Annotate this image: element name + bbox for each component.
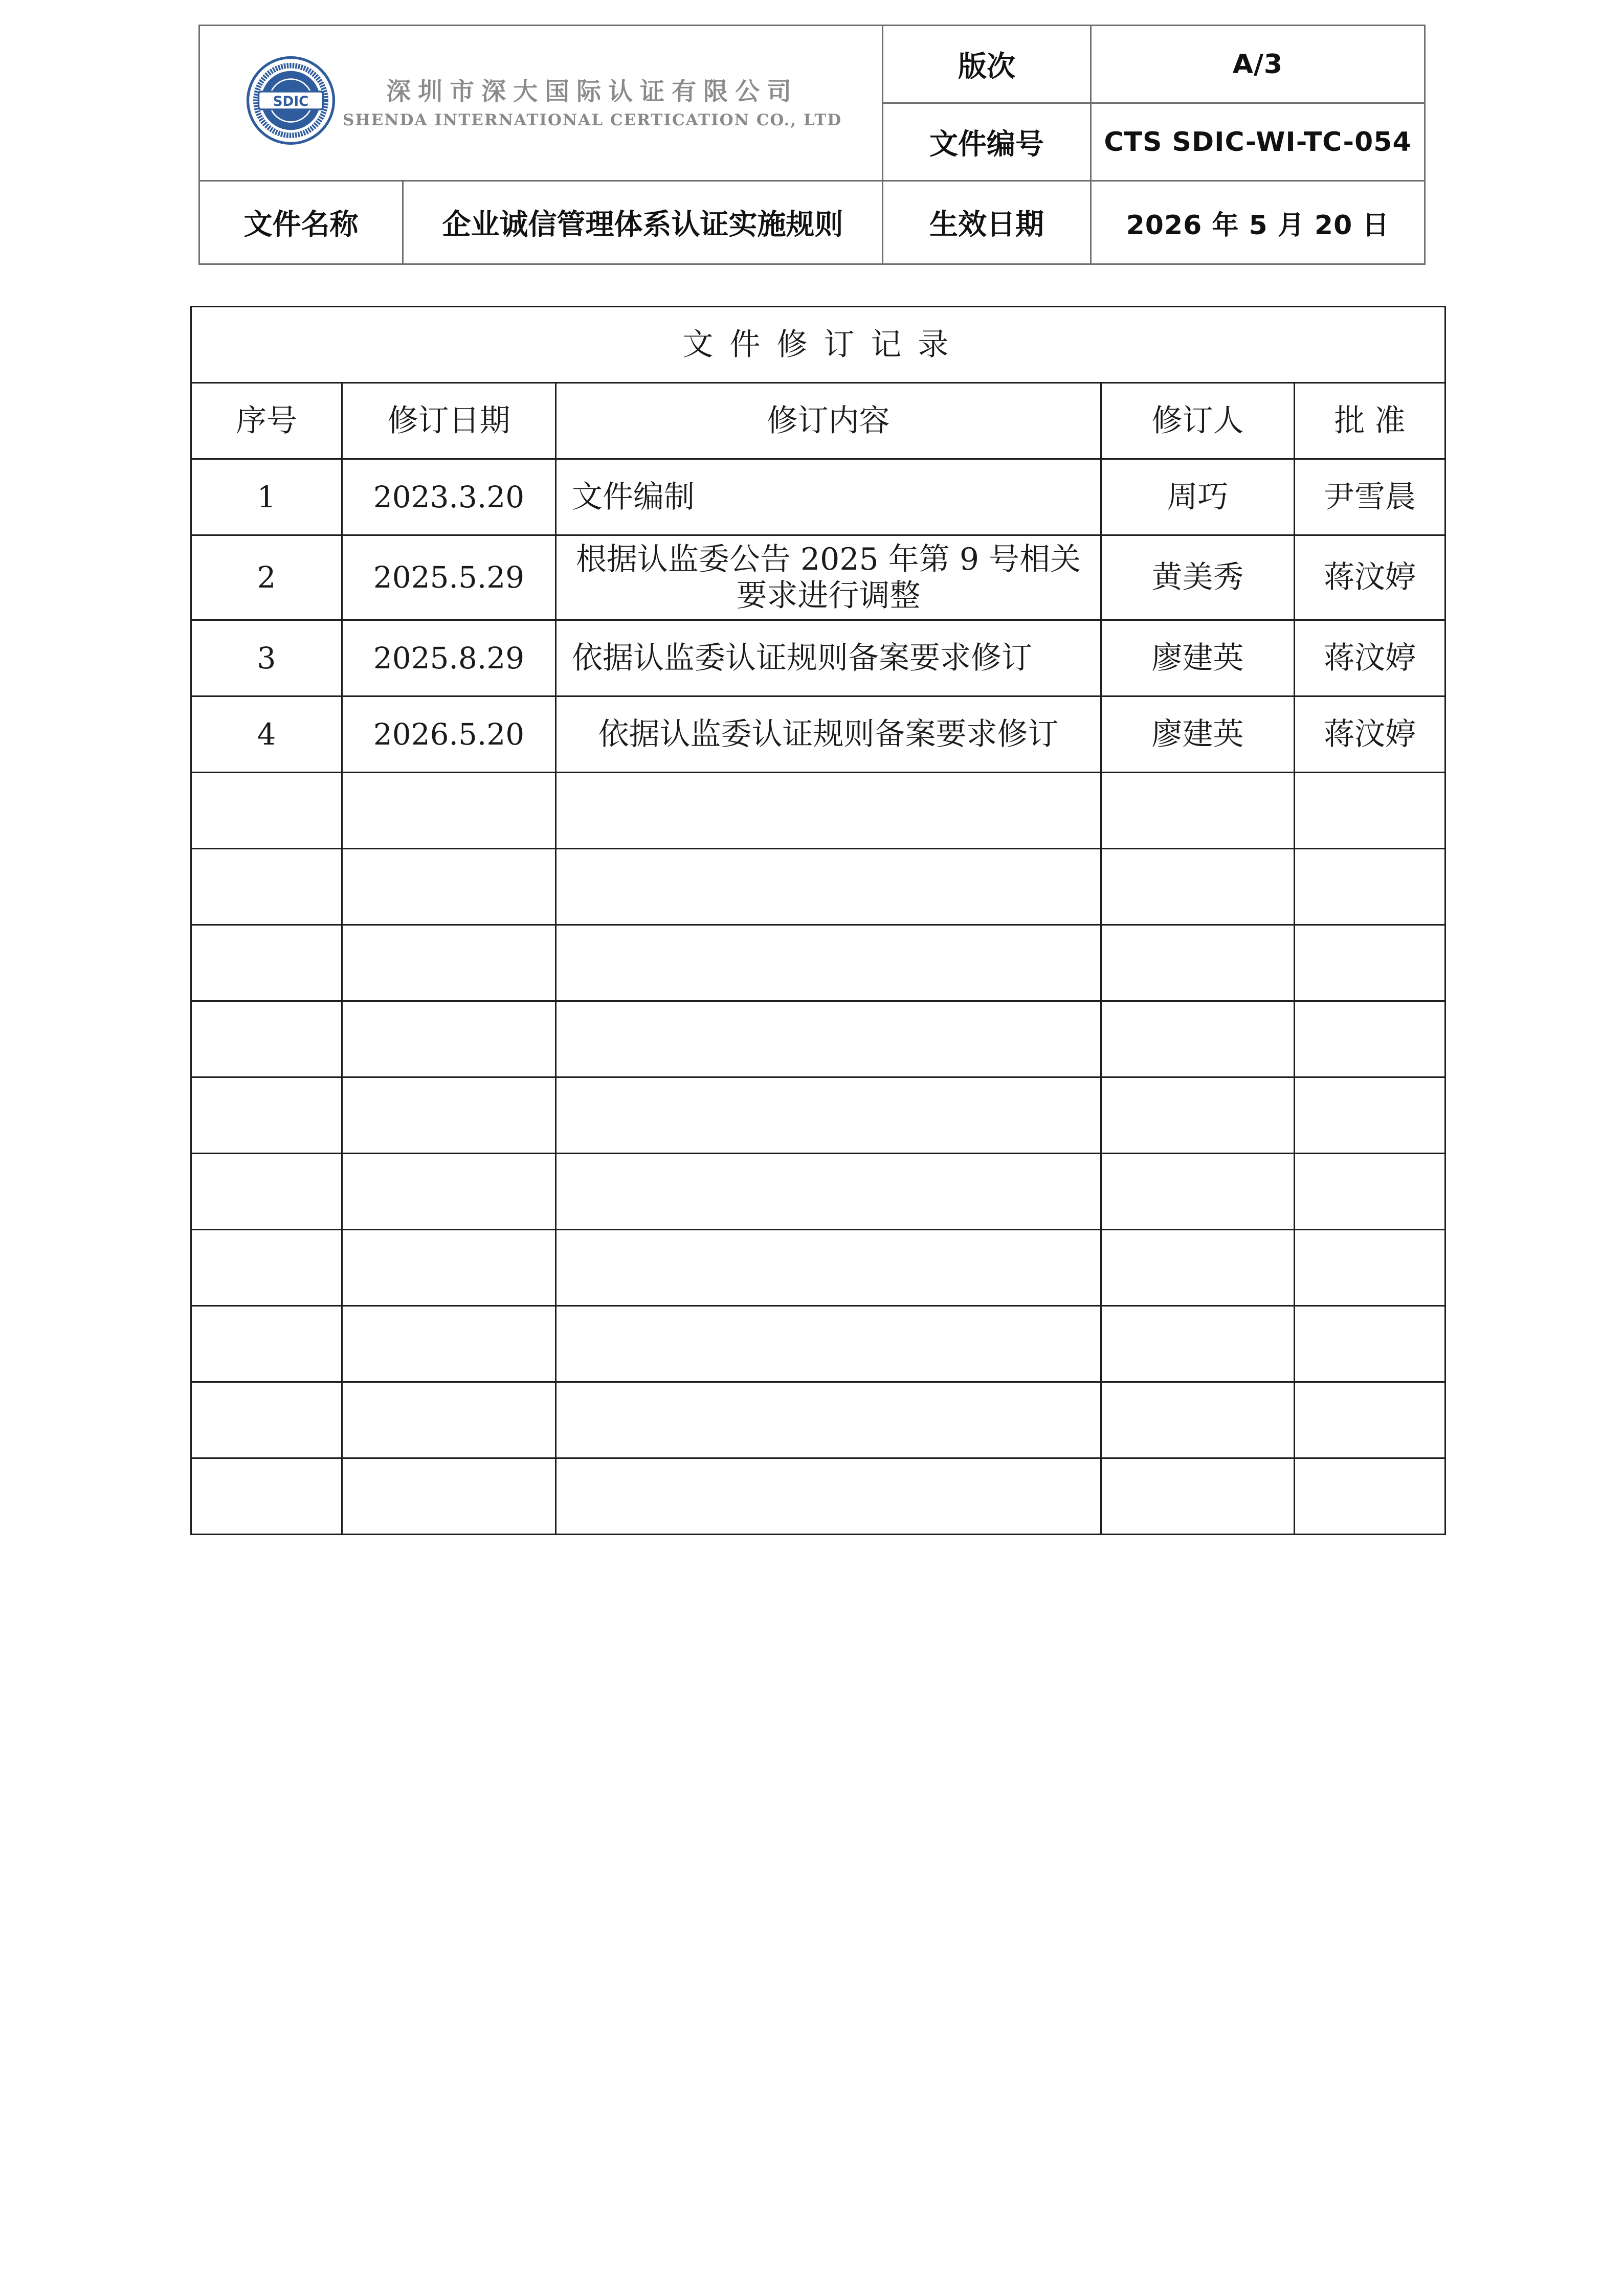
row-content: 文件编制 (556, 459, 1101, 535)
table-row (191, 696, 1445, 773)
company-logo-cell (199, 26, 883, 181)
column-header-reviser: 修订人 (1101, 383, 1295, 459)
row-content: 依据认监委认证规则备案要求修订 (556, 696, 1101, 773)
doc-number-label: 文件编号 (883, 103, 1091, 181)
empty-row (191, 849, 1445, 925)
empty-row (191, 1077, 1445, 1154)
document-header (198, 25, 1426, 265)
doc-name-label: 文件名称 (199, 181, 403, 264)
row-no: 2 (191, 535, 342, 620)
effective-date-label: 生效日期 (883, 181, 1091, 264)
row-content: 根据认监委公告 2025 年第 9 号相关要求进行调整 (556, 535, 1101, 620)
row-reviser: 黄美秀 (1101, 535, 1295, 620)
company-logo (246, 56, 842, 145)
effective-date-value: 2026 年 5 月 20 日 (1091, 181, 1425, 264)
revision-record-table (190, 306, 1446, 1535)
row-no: 3 (191, 620, 342, 696)
empty-row (191, 1230, 1445, 1306)
row-content: 依据认监委认证规则备案要求修订 (556, 620, 1101, 696)
column-header-no: 序号 (191, 383, 342, 459)
empty-row (191, 1154, 1445, 1230)
company-seal-icon (246, 56, 336, 145)
row-approver: 尹雪晨 (1295, 459, 1445, 535)
empty-row (191, 1382, 1445, 1458)
row-reviser: 廖建英 (1101, 620, 1295, 696)
column-header-approver: 批 准 (1295, 383, 1445, 459)
row-approver: 蒋汶婷 (1295, 696, 1445, 773)
table-row (191, 620, 1445, 696)
row-date: 2025.8.29 (342, 620, 556, 696)
row-no: 1 (191, 459, 342, 535)
table-row (191, 535, 1445, 620)
empty-row (191, 1458, 1445, 1535)
company-name-en: SHENDA INTERNATIONAL CERTICATION CO., LTD (343, 111, 842, 129)
row-reviser: 廖建英 (1101, 696, 1295, 773)
empty-row (191, 925, 1445, 1001)
row-approver: 蒋汶婷 (1295, 535, 1445, 620)
company-name-cn: 深圳市深大国际认证有限公司 (386, 77, 799, 106)
doc-name-value: 企业诚信管理体系认证实施规则 (403, 181, 883, 264)
revision-table-title: 文件修订记录 (191, 307, 1445, 383)
column-header-date: 修订日期 (342, 383, 556, 459)
version-value: A/3 (1091, 26, 1425, 103)
empty-row (191, 1001, 1445, 1077)
row-date: 2023.3.20 (342, 459, 556, 535)
column-header-content: 修订内容 (556, 383, 1101, 459)
empty-row (191, 773, 1445, 849)
row-date: 2025.5.29 (342, 535, 556, 620)
seal-text: SDIC (273, 94, 309, 109)
table-header-row (191, 383, 1445, 459)
doc-number-value: CTS SDIC-WI-TC-054 (1091, 103, 1425, 181)
row-reviser: 周巧 (1101, 459, 1295, 535)
row-no: 4 (191, 696, 342, 773)
table-row (191, 459, 1445, 535)
version-label: 版次 (883, 26, 1091, 103)
empty-row (191, 1306, 1445, 1382)
row-date: 2026.5.20 (342, 696, 556, 773)
row-approver: 蒋汶婷 (1295, 620, 1445, 696)
